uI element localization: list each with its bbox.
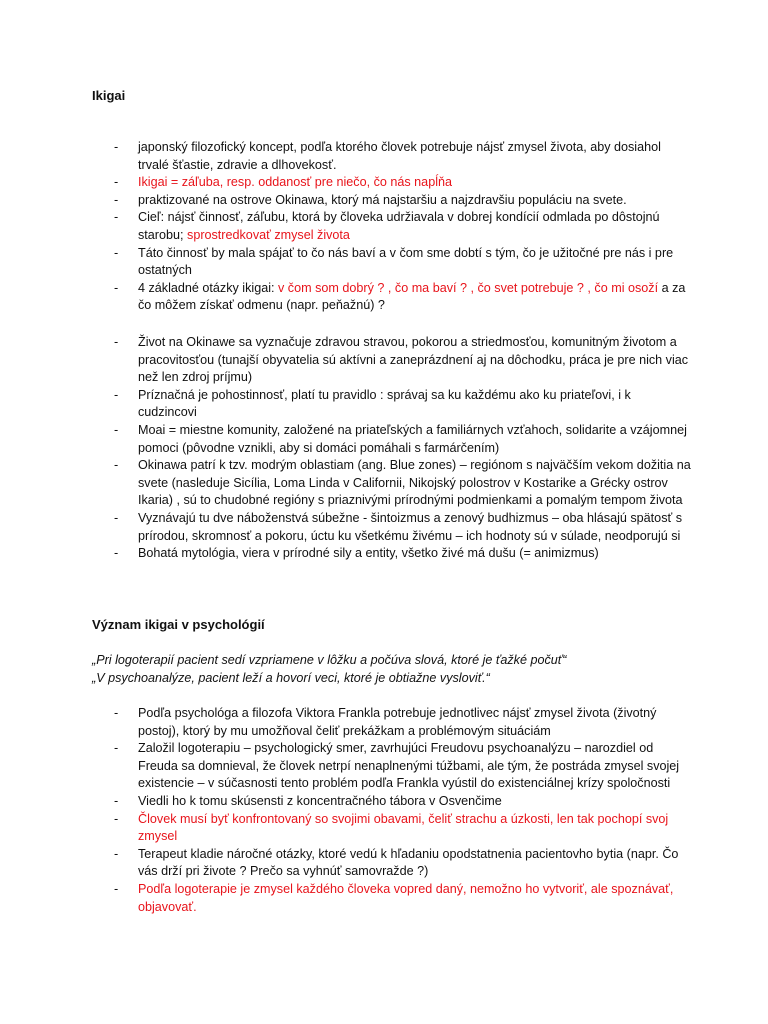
bullet-list-okinawa	[92, 334, 692, 563]
list-item	[92, 705, 692, 740]
bullet-dash: -	[114, 422, 119, 437]
list-item	[92, 280, 692, 315]
section-heading: Význam ikigai v psychológií	[92, 617, 265, 632]
list-item	[92, 139, 692, 174]
list-item	[92, 387, 692, 422]
quote-logotherapy: „Pri logoterapií pacient sedí vzpriamene v lôžku a počúva slová, ktoré je ťažké počuť“	[92, 653, 567, 667]
highlighted-text: v čom som dobrý ? , čo ma baví ? , čo svet potrebuje ? , čo mi osoží	[278, 280, 659, 295]
list-item	[92, 457, 692, 510]
list-item	[92, 740, 692, 793]
bullet-list-psychology	[92, 705, 692, 916]
item-text: 4 základné otázky ikigai:	[138, 280, 279, 295]
list-item	[92, 846, 692, 881]
quote-psychoanalysis: „V psychoanalýze, pacient leží a hovorí veci, ktoré je obtiažne vysloviť.“	[92, 670, 490, 685]
highlighted-text: Ikigai = záľuba, resp. oddanosť pre niečo, čo nás napĺňa	[138, 175, 453, 190]
item-text: a za čo môžem získať odmenu (napr. peňažnú) ?	[138, 280, 686, 313]
item-text: Cieľ: nájsť činnosť, záľubu, ktorá by človeka udržiavala v dobrej kondícií odmlada po dôstojnú starobu;	[138, 210, 660, 242]
bullet-dash: -	[114, 881, 119, 896]
highlighted-text: sprostredkovať zmysel života	[187, 227, 350, 242]
page-title: Ikigai	[92, 88, 126, 103]
list-item	[92, 510, 692, 545]
bullet-dash: -	[114, 280, 119, 295]
list-item	[92, 192, 692, 210]
bullet-dash: -	[114, 510, 119, 525]
list-item	[92, 881, 692, 916]
list-item	[92, 793, 692, 811]
bullet-list-intro	[92, 139, 692, 315]
item-text: Moai = miestne komunity, založené na priateľských a familiárnych vzťahoch, solidarite a vzájomnej pomoci (pôvodne vznikli, aby si domáci pomáhali s farmárčením)	[138, 422, 687, 455]
list-item	[92, 811, 692, 846]
item-text: Život na Okinawe sa vyznačuje zdravou stravou, pokorou a striedmosťou, komunitným životom a pracovitosťou (tunajší obyvatelia sú aktívni a zaneprázdnení aj na dôchodku, práca je pre nich viac než len zdroj príjmu)	[138, 335, 689, 385]
quotes-block	[92, 652, 566, 687]
bullet-dash: -	[114, 210, 119, 225]
item-text: Vyznávajú tu dve náboženstvá súbežne - šintoizmus a zenový budhizmus – oba hlásajú spätosť s prírodou, skromnosť a pokoru, úctu ku všetkému živému – ich hodnoty sú v súlade, neodporujú si	[138, 510, 683, 543]
item-text: Viedli ho k tomu skúsensti z koncentračného tábora v Osvenčime	[138, 793, 502, 808]
item-text: Príznačná je pohostinnosť, platí tu pravidlo : správaj sa ku každému ako ku priateľovi, i k cudzincovi	[138, 387, 631, 420]
highlighted-text: Človek musí byť konfrontovaný so svojimi obavami, čeliť strachu a úzkosti, len tak pochopí svoj zmysel	[138, 811, 669, 844]
item-text: japonský filozofický koncept, podľa ktorého človek potrebuje nájsť zmysel života, aby dosiahol trvalé šťastie, zdravie a dlhovekosť.	[138, 140, 661, 172]
item-text: Táto činnosť by mala spájať to čo nás baví a v čom sme dobtí s tým, čo je užitočné pre nás i pre ostatných	[138, 245, 674, 278]
bullet-dash: -	[114, 192, 119, 207]
bullet-dash: -	[114, 846, 119, 861]
list-item	[92, 174, 692, 192]
list-item	[92, 422, 692, 457]
list-item	[92, 334, 692, 387]
bullet-dash: -	[114, 458, 119, 473]
bullet-dash: -	[114, 387, 119, 402]
bullet-dash: -	[114, 793, 119, 808]
list-item	[92, 209, 692, 244]
bullet-dash: -	[114, 175, 119, 190]
item-text: Okinawa patrí k tzv. modrým oblastiam (ang. Blue zones) – regiónom s najväčším vekom dožitia na svete (nasleduje Sicília, Loma Linda v Californii, Nikojský polostrov v Kostarike a Grécky ostrov Ikaria) , sú to chudobné regióny s priaznivými prírodnými podmienkami a pomalým tempom života	[138, 458, 691, 508]
bullet-dash: -	[114, 706, 119, 720]
item-text: praktizované na ostrove Okinawa, ktorý má najstaršiu a najzdravšiu populáciu na svete.	[138, 192, 627, 207]
bullet-dash: -	[114, 811, 119, 826]
bullet-dash: -	[114, 741, 119, 756]
bullet-dash: -	[114, 335, 119, 349]
bullet-dash: -	[114, 140, 119, 154]
item-text: Založil logoterapiu – psychologický smer, zavrhujúci Freudovu psychoanalýzu – narozdiel od Freuda sa domnieval, že človek netrpí nenaplnenými túžbami, ale tým, že postráda zmysel svojej existencie – v súčasnosti tento problém podľa Frankla vyústil do existenciálnej krízy spoločnosti	[138, 741, 680, 791]
item-text: Terapeut kladie náročné otázky, ktoré vedú k hľadaniu opodstatnenia pacientovho bytia (napr. Čo vás drží pri živote ? Prečo sa vyhnúť samovražde ?)	[138, 846, 679, 879]
bullet-dash: -	[114, 546, 119, 561]
list-item	[92, 545, 692, 563]
highlighted-text: Podľa logoterapie je zmysel každého človeka vopred daný, nemožno ho vytvoriť, ale spoznávať, objavovať.	[138, 881, 674, 914]
list-item	[92, 245, 692, 280]
bullet-dash: -	[114, 245, 119, 260]
item-text: Bohatá mytológia, viera v prírodné sily a entity, všetko živé má dušu (= animizmus)	[138, 546, 599, 561]
item-text: Podľa psychológa a filozofa Viktora Frankla potrebuje jednotlivec nájsť zmysel života (životný postoj), ktorý by mu umožňoval čeliť prekážkam a problémovým situáciám	[138, 706, 657, 738]
